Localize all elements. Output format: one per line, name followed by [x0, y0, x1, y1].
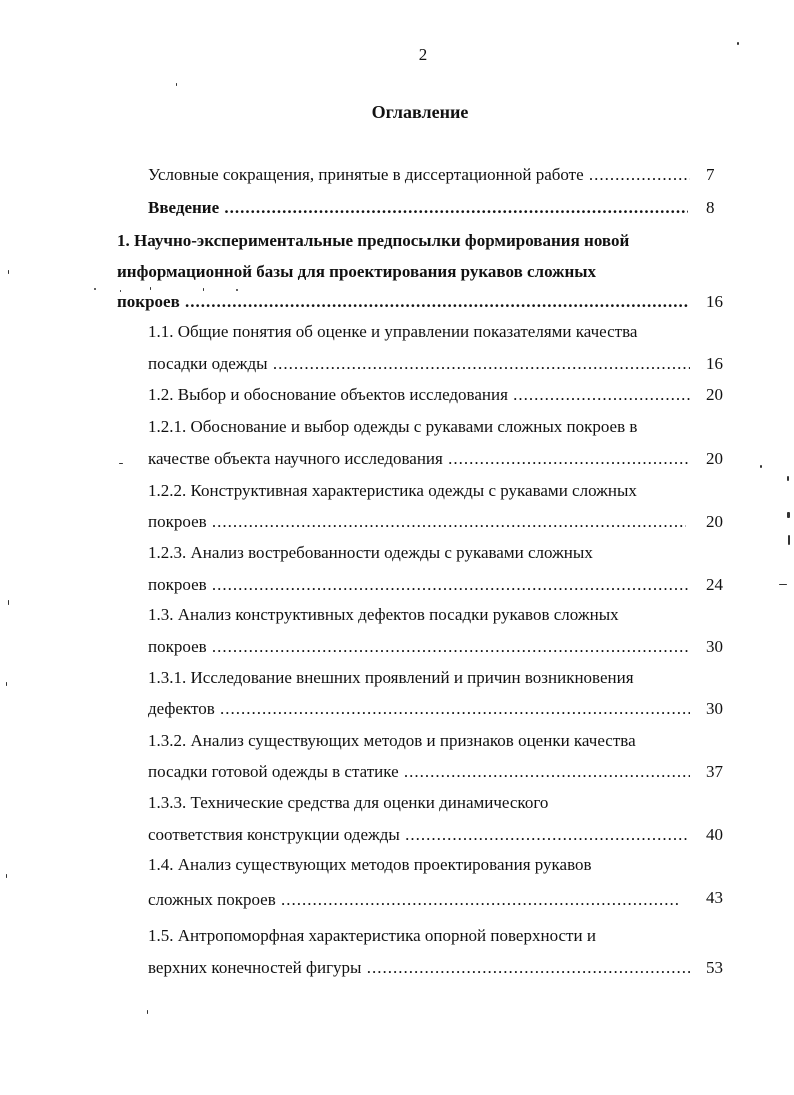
toc-entry-title: Условные сокращения, принятые в диссертационной работе ..... — [148, 165, 690, 185]
toc-entry-page: 40 — [706, 825, 723, 844]
toc-entry-title-line: информационной базы для проектирования рукавов сложных — [117, 262, 597, 281]
scan-speck — [120, 290, 121, 292]
scan-speck — [236, 289, 238, 291]
toc-entry-title-line: 1.1. Общие понятия об оценке и управлении показателями качества — [148, 322, 638, 341]
toc-entry-title: сложных покроев ..... — [148, 890, 680, 910]
toc-entry-title-line: 1.3. Анализ конструктивных дефектов посадки рукавов сложных — [148, 605, 619, 624]
scan-speck — [760, 465, 762, 468]
toc-entry-title-line: 1.2.3. Анализ востребованности одежды с рукавами сложных — [148, 543, 593, 562]
toc-entry-title: покроев ..... — [148, 575, 690, 595]
toc-heading: Оглавление — [371, 102, 469, 122]
toc-entry-title: соответствия конструкции одежды ..... — [148, 825, 688, 845]
toc-entry-title: покроев ..... — [148, 512, 686, 532]
toc-entry-title-line: 1.2.2. Конструктивная характеристика одежды с рукавами сложных — [148, 481, 637, 500]
toc-entry-title-line: 1.4. Анализ существующих методов проектирования рукавов — [148, 855, 592, 874]
scan-speck — [8, 270, 9, 274]
toc-entry-title: покроев ..... — [148, 637, 690, 657]
toc-entry-page: 20 — [706, 512, 723, 531]
toc-entry-page: 43 — [706, 888, 723, 907]
toc-entry-page: 7 — [706, 165, 715, 184]
toc-entry-title-line: 1. Научно-экспериментальные предпосылки формирования новой — [117, 231, 630, 250]
scan-speck — [119, 463, 123, 464]
toc-entry-title: посадки одежды ..... — [148, 354, 690, 374]
scan-speck — [8, 600, 9, 605]
toc-entry-page: 30 — [706, 637, 723, 656]
toc-entry-page: 30 — [706, 699, 723, 718]
toc-entry-title-line: 1.3.2. Анализ существующих методов и признаков оценки качества — [148, 731, 636, 750]
scan-speck — [788, 535, 790, 545]
scan-speck — [737, 42, 739, 45]
toc-entry-title-line: 1.3.1. Исследование внешних проявлений и причин возникновения — [148, 668, 634, 687]
toc-entry-page: 37 — [706, 762, 723, 781]
toc-entry-page: 24 — [706, 575, 723, 594]
toc-entry-page: 16 — [706, 292, 723, 311]
toc-entry-page: 8 — [706, 198, 715, 217]
toc-entry-title: 1.2. Выбор и обоснование объектов исследования ..... — [148, 385, 690, 405]
scan-speck — [94, 288, 96, 290]
toc-entry-title-line: 1.5. Антропоморфная характеристика опорной поверхности и — [148, 926, 596, 945]
scan-speck — [6, 682, 7, 686]
scan-speck — [779, 584, 787, 585]
toc-entry-title-line: 1.2.1. Обоснование и выбор одежды с рукавами сложных покроев в — [148, 417, 638, 436]
toc-entry-page: 16 — [706, 354, 723, 373]
scan-speck — [6, 874, 7, 878]
toc-entry-title: посадки готовой одежды в статике ..... — [148, 762, 690, 782]
toc-entry-title: качестве объекта научного исследования ..... — [148, 449, 690, 469]
toc-entry-title: дефектов ..... — [148, 699, 690, 719]
scan-speck — [150, 287, 151, 290]
toc-entry-title: Введение ..... — [148, 198, 688, 218]
toc-entry-title-line: 1.3.3. Технические средства для оценки динамического — [148, 793, 549, 812]
toc-entry-page: 20 — [706, 449, 723, 468]
scan-speck — [787, 476, 789, 481]
scan-speck — [147, 1010, 148, 1014]
toc-entry-title: покроев ..... — [117, 292, 689, 312]
scan-speck — [203, 288, 204, 291]
page-number: 2 — [418, 45, 428, 64]
toc-entry-title: верхних конечностей фигуры ..... — [148, 958, 690, 978]
scan-speck — [176, 83, 177, 86]
scan-speck — [787, 512, 790, 518]
toc-entry-page: 20 — [706, 385, 723, 404]
toc-entry-page: 53 — [706, 958, 723, 977]
